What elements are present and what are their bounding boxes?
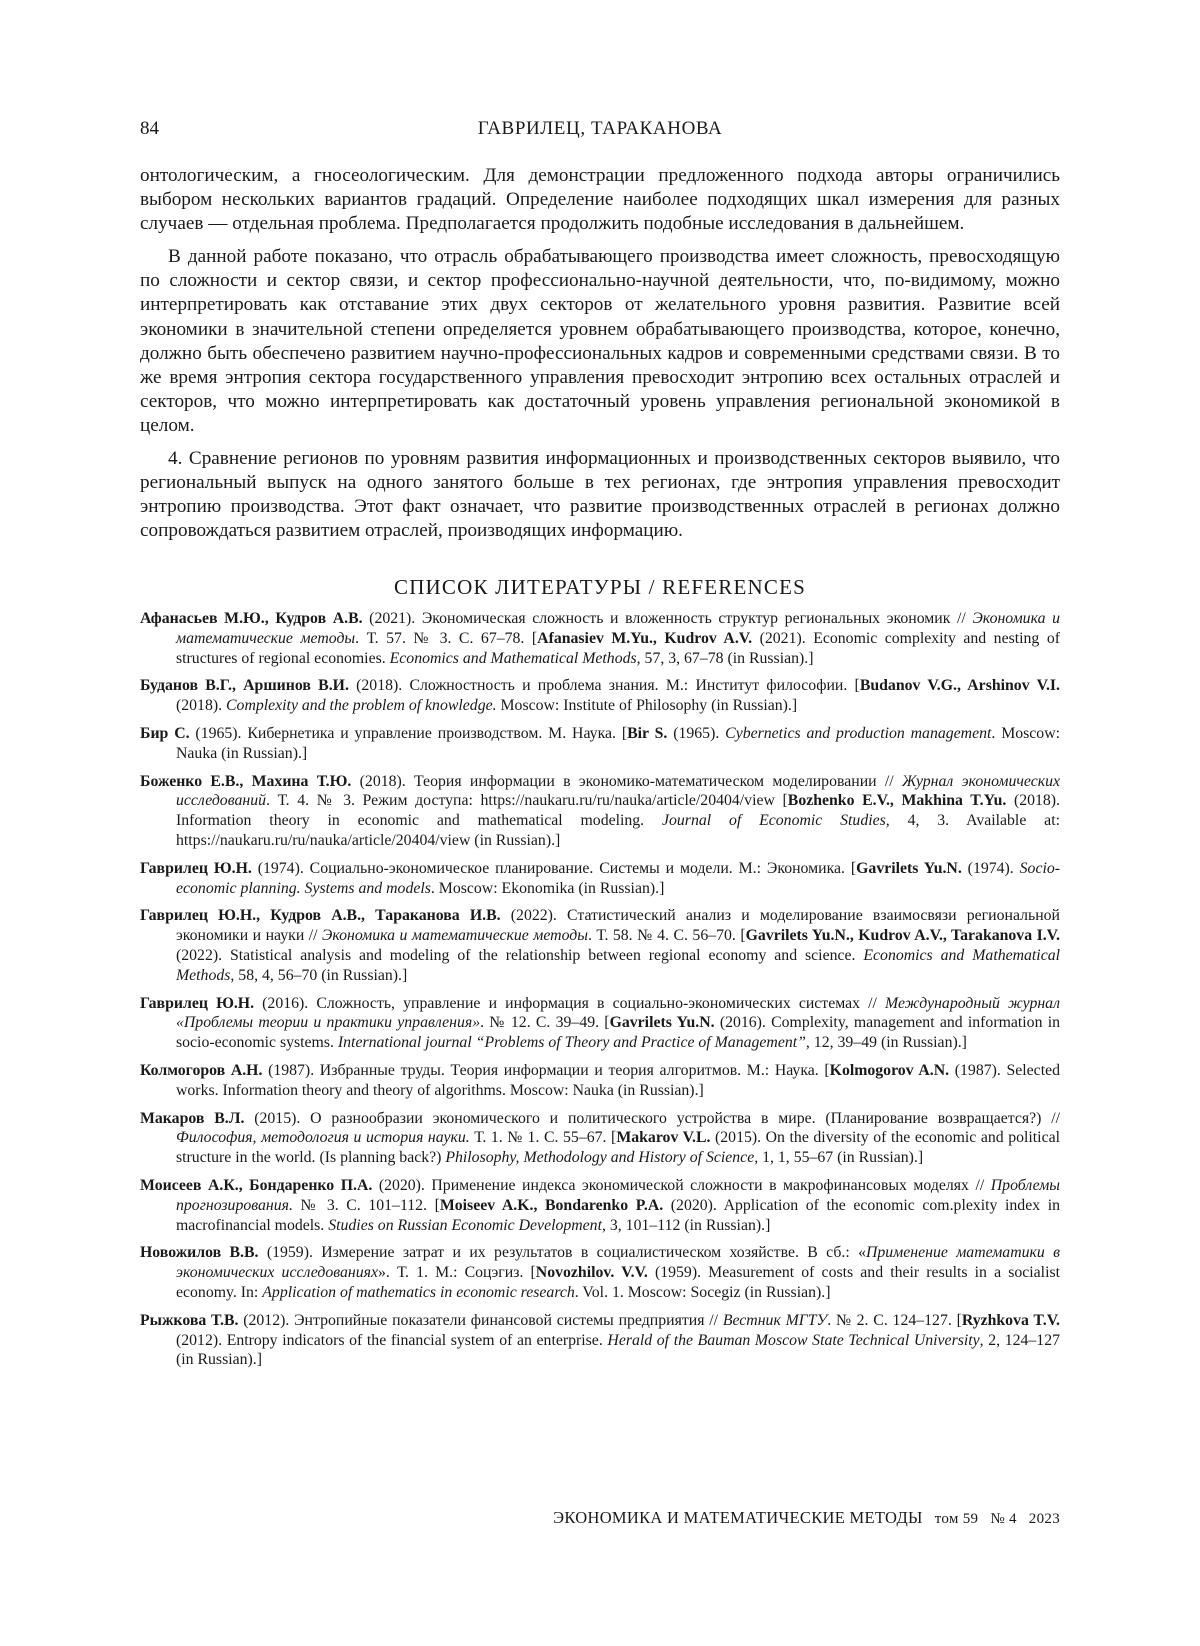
reference-text: (2020). Применение индекса экономической сложности в макрофинансовых моделях // [372,1177,990,1194]
references-title: СПИСОК ЛИТЕРАТУРЫ / REFERENCES [0,575,1200,600]
footer-year: 2023 [1029,1511,1060,1527]
reference-authors: Afanasiev M.Yu., Kudrov A.V. [537,630,752,647]
reference-text: (1959). Measurement of costs and their results in a socialist economy. In: [176,1264,1060,1301]
footer-issue: № 4 [990,1511,1016,1527]
reference-item [140,772,1060,851]
reference-source: Application of mathematics in economic research [262,1284,575,1301]
reference-text: (2012). Entropy indicators of the financial system of an enterprise. [176,1332,607,1349]
reference-authors: Makarov V.L. [616,1129,710,1146]
reference-authors: Колмогоров А.Н. [140,1062,262,1079]
reference-source: Studies on Russian Economic Development [328,1217,602,1234]
reference-authors: Гаврилец Ю.Н., Кудров А.В., Тараканова И.В. [140,907,501,924]
reference-source: Журнал экономических исследований [176,773,1060,810]
reference-text: (1987). Избранные труды. Теория информации и теория алгоритмов. М.: Наука. [ [262,1062,829,1079]
reference-source: International journal “Problems of Theory and Practice of Management” [338,1034,806,1051]
reference-authors: Bozhenko E.V., Makhina T.Yu. [788,792,1007,809]
reference-authors: Moiseev A.K., Bondarenko P.A. [440,1197,663,1214]
footer-volume: том 59 [935,1511,979,1527]
reference-text: (1965). [667,725,725,742]
reference-source: Economics and Mathematical Methods [176,947,1060,984]
reference-source: Экономика и математические методы [176,610,1060,647]
reference-text: . Т. 58. № 4. С. 56–70. [ [588,927,746,944]
reference-text: , 58, 4, 56–70 (in Russian).] [230,967,407,984]
reference-item [140,1176,1060,1235]
reference-authors: Моисеев А.К., Бондаренко П.А. [140,1177,372,1194]
reference-item [140,1109,1060,1168]
reference-text: Т. 1. № 1. С. 55–67. [ [470,1129,617,1146]
reference-text: (1987). Selected works. Information theory and theory of algorithms. Moscow: Nauka (in Russian).] [176,1062,1060,1099]
reference-text: Moscow: Institute of Philosophy (in Russian).] [497,697,798,714]
reference-text: (1959). Измерение затрат и их результатов в социалистическом хозяйстве. В сб.: « [259,1244,866,1261]
reference-source: Herald of the Bauman Moscow State Technical University [607,1332,979,1349]
reference-authors: Budanov V.G., Arshinov V.I. [860,677,1060,694]
footer-journal-name: ЭКОНОМИКА И МАТЕМАТИЧЕСКИЕ МЕТОДЫ [553,1508,923,1527]
reference-source: Проблемы прогнозирования. [176,1177,1060,1214]
reference-source: Международный журнал «Проблемы теории и практики управления» [176,995,1060,1032]
references-list [140,609,1060,1378]
reference-text: (2018). Сложностность и проблема знания. М.: Институт философии. [ [349,677,860,694]
reference-source: Экономика и математические методы [322,927,588,944]
reference-text: (2018). [176,697,226,714]
reference-authors: Боженко Е.В., Махина Т.Ю. [140,773,351,790]
reference-text: № 3. С. 101–112. [ [293,1197,440,1214]
reference-text: (2022). Статистический анализ и моделирование взаимосвязи региональной экономики и науки // [176,907,1060,944]
reference-authors: Gavrilets Yu.N. [610,1014,715,1031]
reference-text: (2018). Теория информации в экономико-математическом моделировании // [351,773,902,790]
reference-text: . Moscow: Nauka (in Russian).] [176,725,1060,762]
reference-text: . Т. 57. № 3. С. 67–78. [ [355,630,537,647]
reference-text: . № 2. С. 124–127. [ [827,1312,962,1329]
reference-text: (2012). Энтропийные показатели финансовой системы предприятия // [238,1312,722,1329]
paragraph-conclusion: В данной работе показано, что отрасль обрабатывающего производства имеет сложность, превосходящую по сложности и сектор связи, и сектор профессионально-научной деятельности, что, по-видимому, можно интерпретировать как отставание этих двух секторов от желательного уровня развития. Развитие всей экономики в значительной степени определяется уровнем обрабатывающего производства, которое, конечно, должно быть обеспечено развитием научно-профессиональных кадров и современными средствами связи. В то же время энтропия сектора государственного управления превосходит энтропию всех остальных отраслей и секторов, что можно интерпретировать как достаточный уровень управления региональной экономикой в целом. [140,245,1060,438]
reference-text: (1974). [962,860,1020,877]
reference-source: Cybernetics and production management [725,725,991,742]
reference-authors: Bir S. [627,725,667,742]
reference-authors: Гаврилец Ю.Н. [140,995,254,1012]
reference-item [140,1061,1060,1101]
reference-source: Complexity and the problem of knowledge. [226,697,497,714]
reference-authors: Бир С. [140,725,190,742]
reference-authors: Novozhilov. V.V. [536,1264,648,1281]
reference-text: (2015). О разнообразии экономического и политического устройства в мире. (Планирование возвращается?) // [244,1110,1060,1127]
reference-authors: Буданов В.Г., Аршинов В.И. [140,677,349,694]
reference-source: Journal of Economic Studies, [662,812,890,829]
reference-source: Philosophy, Methodology and History of Science, [445,1149,758,1166]
reference-text: 4, 3. Available at: https://naukaru.ru/ru/nauka/article/20404/view (in Russian).] [176,812,1060,849]
paragraph-continuation: онтологическим, а гносеологическим. Для демонстрации предложенного подхода авторы ограничились выбором нескольких вариантов градаций. Определение наиболее подходящих шкал измерения для разных случаев — отдельная проблема. Предполагается продолжить подобные исследования в дальнейшем. [140,164,1060,236]
reference-text: ». Т. 1. М.: Соцэгиз. [ [378,1264,536,1281]
reference-item [140,859,1060,899]
reference-item [140,906,1060,985]
reference-text: 1, 1, 55–67 (in Russian).] [758,1149,923,1166]
reference-text: . Т. 4. № 3. Режим доступа: https://naukaru.ru/ru/nauka/article/20404/view [ [266,792,788,809]
reference-text: , 3, 101–112 (in Russian).] [602,1217,770,1234]
reference-item [140,724,1060,764]
journal-footer [553,1508,1060,1528]
reference-item [140,994,1060,1053]
reference-source: Применение математики в экономических исследованиях [176,1244,1060,1281]
reference-text: (1974). Социально-экономическое планирование. Системы и модели. М.: Экономика. [ [252,860,856,877]
reference-item [140,609,1060,668]
reference-text: (2022). Statistical analysis and modeling of the relationship between regional economy and science. [176,947,863,964]
reference-text: , 12, 39–49 (in Russian).] [806,1034,967,1051]
reference-text: (2020). Application of the economic com.plexity index in macrofinancial models. [176,1197,1060,1234]
reference-text: . № 12. С. 39–49. [ [480,1014,609,1031]
reference-text: . Vol. 1. Moscow: Socegiz (in Russian).] [575,1284,831,1301]
reference-text: (2018). Information theory in economic and mathematical modeling. [176,792,1060,829]
reference-item [140,1243,1060,1302]
reference-text: (2016). Сложность, управление и информация в социально-экономических системах // [254,995,885,1012]
reference-text: (2021). Экономическая сложность и вложенность структур региональных экономик // [363,610,973,627]
page-number: 84 [140,118,159,140]
reference-authors: Афанасьев М.Ю., Кудров А.В. [140,610,363,627]
reference-text: (2016). Complexity, management and information in socio-economic systems. [176,1014,1060,1051]
reference-authors: Рыжкова Т.В. [140,1312,238,1329]
reference-authors: Gavrilets Yu.N. [856,860,962,877]
paragraph-point-4: 4. Сравнение регионов по уровням развития информационных и производственных секторов выявило, что региональный выпуск на одного занятого больше в тех регионах, где энтропия управления превосходит энтропию производства. Этот факт означает, что развитие производственных отраслей в регионах должно сопровождаться развитием отраслей, производящих информацию. [140,447,1060,543]
reference-authors: Ryzhkova T.V. [962,1312,1060,1329]
running-head: ГАВРИЛЕЦ, ТАРАКАНОВА [0,118,1200,140]
reference-item [140,676,1060,716]
reference-authors: Gavrilets Yu.N., Kudrov A.V., Tarakanova I.V. [746,927,1060,944]
reference-authors: Гаврилец Ю.Н. [140,860,252,877]
reference-text: (2015). On the diversity of the economic and political structure in the world. (Is planning back?) [176,1129,1060,1166]
body-text [140,164,1060,552]
reference-source: Socio-economic planning. Systems and models [176,860,1060,897]
reference-source: Economics and Mathematical Methods [390,650,637,667]
reference-text: (2021). Economic complexity and nesting of structures of regional economies. [176,630,1060,667]
reference-text: (1965). Кибернетика и управление производством. М. Наука. [ [190,725,628,742]
reference-source: Вестник МГТУ [723,1312,827,1329]
reference-source: Философия, методология и история науки. [176,1129,470,1146]
reference-authors: Новожилов В.В. [140,1244,259,1261]
reference-text: . Moscow: Ekonomika (in Russian).] [431,880,664,897]
reference-text: , 2, 124–127 (in Russian).] [176,1332,1060,1369]
reference-authors: Kolmogorov A.N. [830,1062,949,1079]
reference-text: , 57, 3, 67–78 (in Russian).] [637,650,814,667]
reference-item [140,1311,1060,1370]
reference-authors: Макаров В.Л. [140,1110,244,1127]
